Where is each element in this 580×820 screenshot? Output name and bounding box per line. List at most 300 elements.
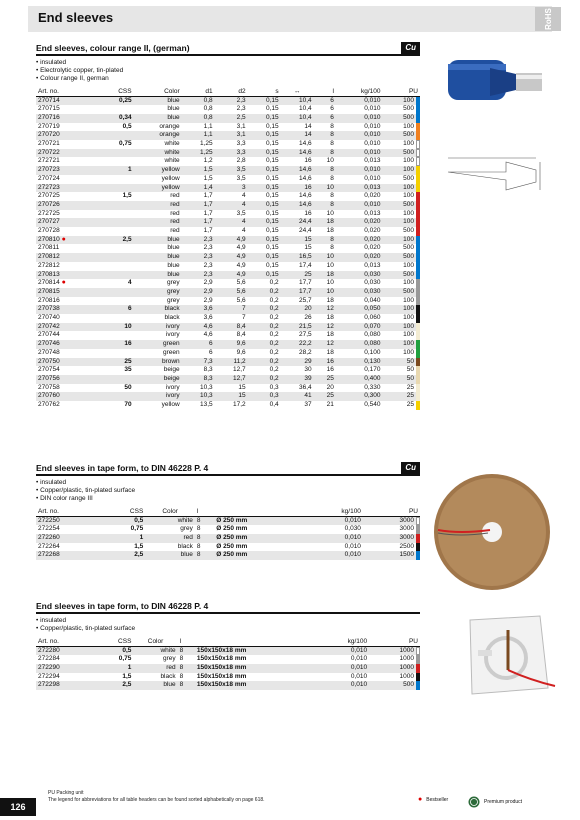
table-cell: 0,2 <box>248 305 281 314</box>
color-swatch <box>416 149 420 158</box>
color-swatch <box>416 375 420 384</box>
color-swatch <box>416 525 420 534</box>
feature-item: • Copper/plastic, tin-plated surface <box>36 625 420 633</box>
table-cell: 270742 <box>36 323 99 332</box>
table-cell: 0,010 <box>316 646 369 655</box>
table-row <box>36 551 420 560</box>
table-row <box>36 664 420 673</box>
color-swatch <box>416 305 420 314</box>
table-cell: 0,15 <box>248 271 281 280</box>
table-cell: 0,130 <box>336 358 383 367</box>
table-cell: 8 <box>195 516 214 525</box>
table-cell: 8,4 <box>236 331 246 339</box>
table-cell: 10 <box>326 209 334 217</box>
color-swatch <box>416 366 420 375</box>
color-swatch <box>416 175 420 184</box>
table-cell: 8 <box>195 551 214 560</box>
table-cell: 0,15 <box>248 166 281 175</box>
table-cell: 100 <box>383 314 420 323</box>
table-row <box>36 543 420 552</box>
table-cell: 10 <box>326 157 334 165</box>
table-cell: 150x150x18 mm <box>196 672 247 680</box>
table-cell: 0,540 <box>364 401 381 409</box>
table-cell: 4,6 <box>203 331 213 339</box>
table-cell: grey <box>167 279 180 287</box>
color-swatch <box>416 664 420 673</box>
table-cell: 3000 <box>363 516 420 525</box>
table-cell <box>99 262 133 271</box>
table-cell: 0,010 <box>303 534 363 543</box>
table-cell: 0,010 <box>303 551 363 560</box>
table-row <box>36 525 420 534</box>
table-row <box>36 516 420 525</box>
table-cell: 3000 <box>363 534 420 543</box>
column-header <box>195 637 316 646</box>
table-cell: 0,15 <box>266 140 279 148</box>
table-cell: 8 <box>178 646 195 655</box>
table-cell: 270812 <box>36 253 99 262</box>
table-cell: 0,2 <box>269 296 279 304</box>
table-row <box>36 384 420 393</box>
section-header <box>36 42 420 56</box>
table-cell: 270716 <box>36 114 99 123</box>
table-cell: 18 <box>326 227 334 235</box>
table-cell: 0,020 <box>336 236 383 245</box>
table-cell: 0,8 <box>182 96 215 105</box>
table-cell <box>99 331 133 340</box>
table-cell: 272284 <box>38 655 60 663</box>
table-cell: 0,030 <box>364 279 381 287</box>
table-cell: 270726 <box>36 201 99 210</box>
table-cell: white <box>145 516 195 525</box>
table-cell: 1000 <box>369 646 420 655</box>
color-swatch <box>416 140 420 149</box>
table-cell: 8,3 <box>203 366 213 374</box>
table-cell: 25 <box>383 392 420 401</box>
table-cell: 25 <box>99 358 133 367</box>
table-cell: 29 <box>281 358 314 367</box>
table-cell: red <box>170 192 180 200</box>
color-swatch <box>416 551 420 560</box>
table-cell: 3,3 <box>215 149 248 158</box>
table-row <box>36 323 420 332</box>
feature-item: • insulated <box>36 479 420 487</box>
table-cell: 1,1 <box>203 122 213 130</box>
table-cell: 10 <box>314 184 336 193</box>
table-cell: 0,010 <box>336 96 383 105</box>
table-cell: 4,9 <box>236 244 246 252</box>
table-cell: 2,3 <box>215 96 248 105</box>
table-cell: 150x150x18 mm <box>195 681 316 690</box>
feature-item: • insulated <box>36 59 420 67</box>
table-cell: 100 <box>383 262 420 271</box>
footer-legend-note: The legend for abbreviations for all table headers can be found sorted alphabetically on page 618. <box>48 797 265 803</box>
table-cell <box>99 201 133 210</box>
table-cell: yellow <box>161 401 180 409</box>
table-row <box>36 140 420 149</box>
color-swatch <box>416 673 420 682</box>
column-header: PU <box>383 87 420 96</box>
table-cell: 0,8 <box>203 105 213 113</box>
feature-item: • Copper/plastic, tin-plated surface <box>36 487 420 495</box>
color-swatch <box>416 218 420 227</box>
table-cell: 10 <box>314 253 336 262</box>
table-cell: black <box>164 314 180 322</box>
table-cell: black <box>177 542 193 550</box>
table-cell: 0,2 <box>269 314 279 322</box>
table-row <box>36 534 420 543</box>
table-cell: grey <box>162 655 176 663</box>
table-cell: 100 <box>383 279 420 288</box>
table-cell: 0,013 <box>364 261 381 269</box>
bestseller-legend <box>418 796 448 803</box>
table-cell: 270722 <box>36 149 99 158</box>
table-cell: 4 <box>242 227 246 235</box>
table-cell: 2,8 <box>236 157 246 165</box>
table-cell: 21 <box>326 401 334 409</box>
table-cell: 10,4 <box>281 96 314 105</box>
table-cell: 272725 <box>38 209 60 217</box>
color-swatch <box>416 192 420 201</box>
table-cell: 14,6 <box>299 192 312 200</box>
table-cell: blue <box>167 244 180 252</box>
table-cell: 50 <box>383 366 420 375</box>
table-cell: 0,030 <box>336 271 383 280</box>
table-cell: 10,3 <box>200 383 213 391</box>
column-header: ↔ <box>281 87 314 96</box>
table-cell: blue <box>134 96 182 105</box>
table-cell: 25 <box>383 384 420 393</box>
table-cell: 12 <box>314 305 336 314</box>
table-cell: 2,3 <box>236 105 246 113</box>
table-cell: 272268 <box>36 551 101 560</box>
table-cell <box>99 297 133 306</box>
color-swatch <box>416 166 420 175</box>
table-cell: ivory <box>165 331 180 339</box>
table-cell: 37 <box>304 401 312 409</box>
table-cell: 6 <box>314 114 336 123</box>
table-cell: 1,7 <box>203 209 213 217</box>
color-swatch <box>416 105 420 114</box>
column-header: kg/100 <box>336 87 383 96</box>
table-cell: 500 <box>383 105 420 114</box>
table-cell: 8 <box>178 664 195 673</box>
table-cell: 150x150x18 mm <box>195 664 316 673</box>
page-title: End sleeves <box>38 10 114 25</box>
table-cell: 1500 <box>363 551 420 560</box>
table-cell: 270816 <box>38 296 60 304</box>
table-row <box>36 253 420 262</box>
table-cell: 4 <box>215 218 248 227</box>
table-cell: 2,5 <box>215 114 248 123</box>
table-cell: 14,6 <box>281 201 314 210</box>
table-cell: 10,3 <box>182 392 215 401</box>
column-header: l <box>178 637 195 646</box>
rohs-badge: RoHS <box>535 7 561 31</box>
table-cell: yellow <box>134 184 182 193</box>
table-cell: 270750 <box>36 358 99 367</box>
table-cell: 272260 <box>36 534 101 543</box>
table-cell: 0,060 <box>364 314 381 322</box>
table-cell: 1,5 <box>134 542 144 550</box>
table-cell: 0,15 <box>266 174 279 182</box>
color-swatch <box>416 323 420 332</box>
table-row <box>36 131 420 140</box>
end-sleeve-image <box>440 60 550 220</box>
column-header: kg/100 <box>316 637 369 646</box>
table-cell: 8,3 <box>182 375 215 384</box>
table-cell: 12 <box>314 340 336 349</box>
table-cell: 14,6 <box>299 140 312 148</box>
color-swatch <box>416 201 420 210</box>
copper-badge: Cu <box>401 462 420 474</box>
table-cell: 8 <box>330 174 334 182</box>
table-cell: 6 <box>99 305 133 314</box>
table-cell: 1,5 <box>122 672 132 680</box>
table-cell: 100 <box>383 323 420 332</box>
table-row <box>36 218 420 227</box>
table-cell: 500 <box>383 149 420 158</box>
table-cell: 100 <box>383 340 420 349</box>
table-cell: 272723 <box>36 184 99 193</box>
table-cell: 2,3 <box>182 271 215 280</box>
table-cell: 16,5 <box>281 253 314 262</box>
table-cell: 12,7 <box>233 366 246 374</box>
table-cell: 6 <box>182 340 215 349</box>
table-row <box>36 105 420 114</box>
table-cell: 0,2 <box>269 348 279 356</box>
table-cell: 0,020 <box>336 218 383 227</box>
table-cell: 0,020 <box>364 244 381 252</box>
table-cell: green <box>163 348 180 356</box>
table-cell: 0,330 <box>364 383 381 391</box>
table-cell: 1,7 <box>203 192 213 200</box>
table-cell: 16 <box>99 340 133 349</box>
table-cell: 8 <box>196 542 201 550</box>
table-cell: 272721 <box>38 157 60 165</box>
table-cell: 0,050 <box>336 305 383 314</box>
table-cell: 0,400 <box>336 375 383 384</box>
table-row <box>36 314 420 323</box>
table-cell: 100 <box>383 140 420 149</box>
table-cell: 8 <box>330 192 334 200</box>
table-cell: 0,010 <box>336 166 383 175</box>
table-cell: 11,2 <box>215 358 248 367</box>
table-cell: 70 <box>124 401 132 409</box>
table-cell: 0,15 <box>248 253 281 262</box>
table-cell: 5,6 <box>236 279 246 287</box>
product-table <box>36 87 420 410</box>
table-cell: 8 <box>179 655 184 663</box>
table-row <box>36 175 420 184</box>
table-cell: 0,010 <box>344 542 361 550</box>
table-cell: 25,7 <box>299 296 312 304</box>
table-cell: 270744 <box>38 331 60 339</box>
table-cell <box>99 314 133 323</box>
color-swatch <box>416 236 420 245</box>
table-cell: beige <box>134 375 182 384</box>
table-cell: 270746 <box>36 340 99 349</box>
table-cell: 4,9 <box>215 236 248 245</box>
table-cell: 100 <box>383 349 420 358</box>
table-cell <box>99 218 133 227</box>
table-cell: 0,15 <box>248 218 281 227</box>
table-cell: 3,5 <box>236 174 246 182</box>
table-cell: 15 <box>238 383 246 391</box>
table-cell: 20 <box>281 305 314 314</box>
feature-list <box>36 59 420 83</box>
table-cell: 0,5 <box>122 122 132 130</box>
table-cell: 18 <box>326 296 334 304</box>
table-cell: 8 <box>330 140 334 148</box>
table-cell: 2,9 <box>203 296 213 304</box>
table-cell: 13,5 <box>200 401 213 409</box>
table-cell: 2,5 <box>99 236 133 245</box>
table-cell: 0,020 <box>364 227 381 235</box>
table-cell: 6 <box>314 96 336 105</box>
table-cell: 500 <box>383 201 420 210</box>
color-swatch <box>416 331 420 340</box>
table-cell: 1,5 <box>203 174 213 182</box>
table-cell: 9,6 <box>236 348 246 356</box>
table-cell: 3,6 <box>203 314 213 322</box>
table-cell: 0,2 <box>269 279 279 287</box>
table-cell: 0,013 <box>364 209 381 217</box>
table-cell: blue <box>134 114 182 123</box>
table-cell: 25 <box>281 271 314 280</box>
table-cell: Ø 250 mm <box>214 534 303 543</box>
color-swatch <box>416 297 420 306</box>
table-cell: 3,5 <box>236 209 246 217</box>
column-header: d2 <box>215 87 248 96</box>
table-row <box>36 392 420 401</box>
table-cell: 2,5 <box>101 551 145 560</box>
table-cell: 0,8 <box>182 114 215 123</box>
table-cell: 0,300 <box>336 392 383 401</box>
table-cell: 0,15 <box>248 201 281 210</box>
table-cell: white <box>164 157 180 165</box>
table-cell: 35 <box>124 366 132 374</box>
color-swatch <box>416 279 420 288</box>
table-cell: 1,7 <box>182 201 215 210</box>
table-cell: 2500 <box>363 543 420 552</box>
table-cell <box>99 349 133 358</box>
table-cell: 1000 <box>369 655 420 664</box>
table-cell: 21,5 <box>281 323 314 332</box>
table-cell: 0,4 <box>269 401 279 409</box>
table-cell: 24,4 <box>281 218 314 227</box>
table-cell: 0,75 <box>118 140 132 148</box>
table-cell: 8,4 <box>215 323 248 332</box>
table-row <box>36 236 420 245</box>
table-row <box>36 358 420 367</box>
table-cell: red <box>134 201 182 210</box>
table-row <box>36 681 420 690</box>
table-cell: 2,3 <box>203 261 213 269</box>
table-row <box>36 244 420 253</box>
table-cell: 10 <box>314 288 336 297</box>
table-cell: Ø 250 mm <box>216 525 248 533</box>
table-cell: 272280 <box>36 646 94 655</box>
table-cell: 1,7 <box>203 227 213 235</box>
table-cell: white <box>164 140 180 148</box>
table-cell: 8 <box>314 236 336 245</box>
color-swatch <box>416 271 420 280</box>
table-cell: ivory <box>165 383 180 391</box>
table-cell: 8 <box>179 672 184 680</box>
table-cell: 25 <box>383 401 420 410</box>
table-cell: 8 <box>314 166 336 175</box>
table-cell: 50 <box>383 375 420 384</box>
table-cell: 272812 <box>38 261 60 269</box>
table-cell: 14,6 <box>281 149 314 158</box>
table-cell: blue <box>134 253 182 262</box>
table-cell: red <box>170 209 180 217</box>
table-cell: 270814 ● <box>38 279 66 287</box>
table-cell: 270740 <box>38 314 60 322</box>
table-cell: 0,15 <box>266 157 279 165</box>
table-cell: 500 <box>383 227 420 236</box>
table-cell: 7 <box>242 314 246 322</box>
table-cell: 1,7 <box>182 218 215 227</box>
table-row <box>36 401 420 410</box>
feature-item: • insulated <box>36 617 420 625</box>
table-cell: 272264 <box>38 542 60 550</box>
table-cell: 270721 <box>38 140 60 148</box>
column-header: CSS <box>99 87 133 96</box>
table-cell: 270727 <box>36 218 99 227</box>
table-cell: brown <box>134 358 182 367</box>
table-cell: 16 <box>314 358 336 367</box>
table-cell: 270813 <box>36 271 99 280</box>
table-row <box>36 201 420 210</box>
table-cell: 100 <box>383 218 420 227</box>
table-row <box>36 96 420 105</box>
table-cell: 15 <box>281 236 314 245</box>
feature-list <box>36 617 420 633</box>
color-swatch <box>416 543 420 552</box>
table-cell: green <box>134 340 182 349</box>
table-row <box>36 271 420 280</box>
table-cell: 0,15 <box>248 184 281 193</box>
column-header: Color <box>145 507 195 516</box>
table-cell: 2,5 <box>94 681 133 690</box>
table-cell: 270760 <box>36 392 99 401</box>
column-header: Art. no. <box>36 637 94 646</box>
footer-pu-note: PU Packing unit <box>48 790 84 796</box>
table-cell: 270756 <box>36 375 99 384</box>
section-title: End sleeves in tape form, to DIN 46228 P. 4 <box>36 601 209 611</box>
table-cell: 1,25 <box>182 149 215 158</box>
table-cell: 18 <box>326 348 334 356</box>
table-cell: 10 <box>326 279 334 287</box>
color-swatch <box>416 392 420 401</box>
table-cell: 0,2 <box>248 288 281 297</box>
table-cell: ivory <box>134 323 182 332</box>
table-cell: 0,15 <box>266 105 279 113</box>
table-cell: 28,2 <box>299 348 312 356</box>
table-cell: 16 <box>326 366 334 374</box>
table-cell: 8 <box>330 244 334 252</box>
table-cell: 4,9 <box>236 261 246 269</box>
color-swatch <box>416 123 420 132</box>
column-header: s <box>248 87 281 96</box>
table-cell: 100 <box>383 166 420 175</box>
table-cell: 3,1 <box>215 131 248 140</box>
table-cell <box>99 375 133 384</box>
table-cell: 2,9 <box>182 288 215 297</box>
color-swatch <box>416 262 420 271</box>
